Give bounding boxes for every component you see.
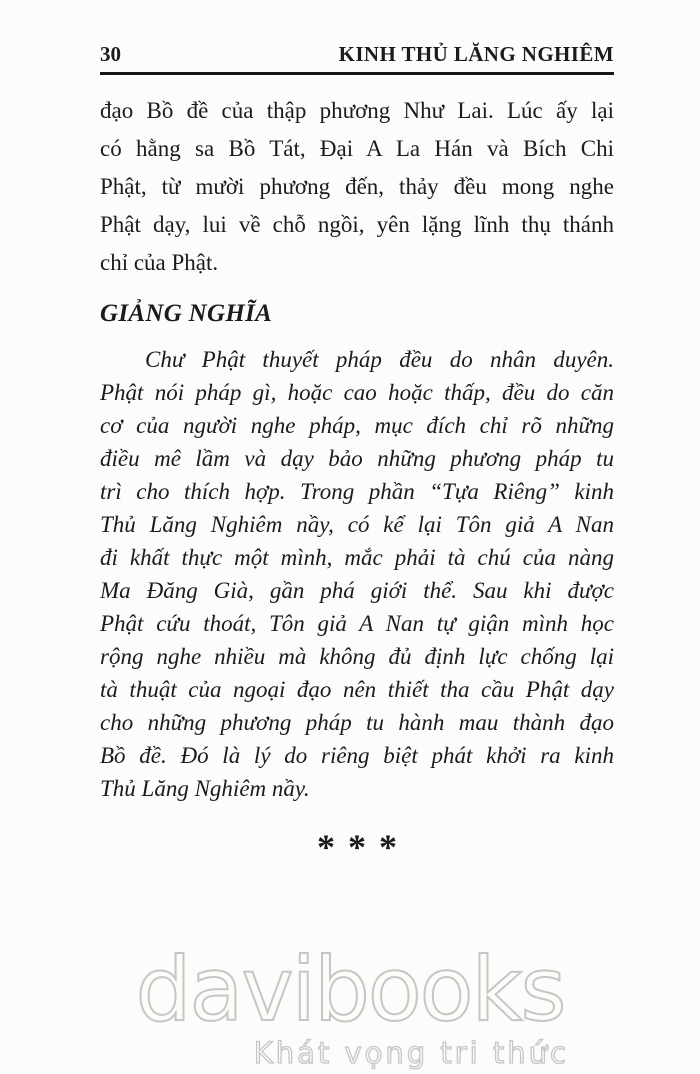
paragraph-continuation [100, 92, 614, 282]
text-line: rộng nghe nhiều mà không đủ định lực chống lại [100, 644, 614, 669]
text-line: Phật, từ mười phương đến, thảy đều mong nghe [100, 174, 614, 199]
text-line: Phật cứu thoát, Tôn giả A Nan tự giận mình học [100, 611, 614, 636]
text-line: Ma Đăng Già, gần phá giới thể. Sau khi được [100, 578, 614, 603]
commentary-paragraph [100, 343, 614, 805]
text-line: có hằng sa Bồ Tát, Đại A La Hán và Bích Chi [100, 136, 614, 161]
page-number: 30 [100, 42, 121, 66]
text-line: Phật dạy, lui về chỗ ngồi, yên lặng lĩnh thụ thánh [100, 212, 614, 237]
watermark [115, 938, 585, 1070]
book-page [0, 42, 700, 1074]
text-line: tà thuật của ngoại đạo nên thiết tha cầu Phật dạy [100, 677, 614, 702]
watermark-logo: davibooks [135, 938, 565, 1041]
text-line: cho những phương pháp tu hành mau thành đạo [100, 710, 614, 735]
text-line: Phật nói pháp gì, hoặc cao hoặc thấp, đều do căn [100, 380, 614, 405]
text-line: Thủ Lăng Nghiêm nầy, có kể lại Tôn giả A Nan [100, 512, 614, 537]
section-separator: *** [317, 827, 410, 867]
text-line: chỉ của Phật. [100, 250, 219, 275]
watermark-tagline: Khát vọng tri thức [253, 1036, 569, 1070]
text-line: đạo Bồ đề của thập phương Như Lai. Lúc ấy lại [100, 98, 614, 123]
page-body [100, 92, 614, 867]
text-line: Bồ đề. Đó là lý do riêng biệt phát khởi ra kinh [100, 743, 614, 768]
text-line: đi khất thực một mình, mắc phải tà chú của nàng [100, 545, 614, 570]
running-title: KINH THỦ LĂNG NGHIÊM [338, 42, 614, 66]
text-line: Chư Phật thuyết pháp đều do nhân duyên. [145, 347, 614, 372]
text-line: Thủ Lăng Nghiêm nầy. [100, 776, 310, 801]
page-header [100, 42, 614, 75]
text-line: cơ của người nghe pháp, mục đích chỉ rõ những [100, 413, 614, 438]
section-heading: GIẢNG NGHĨA [100, 300, 273, 327]
text-line: điều mê lầm và dạy bảo những phương pháp tu [100, 446, 614, 471]
text-line: trì cho thích hợp. Trong phần “Tựa Riêng” kinh [100, 479, 614, 504]
